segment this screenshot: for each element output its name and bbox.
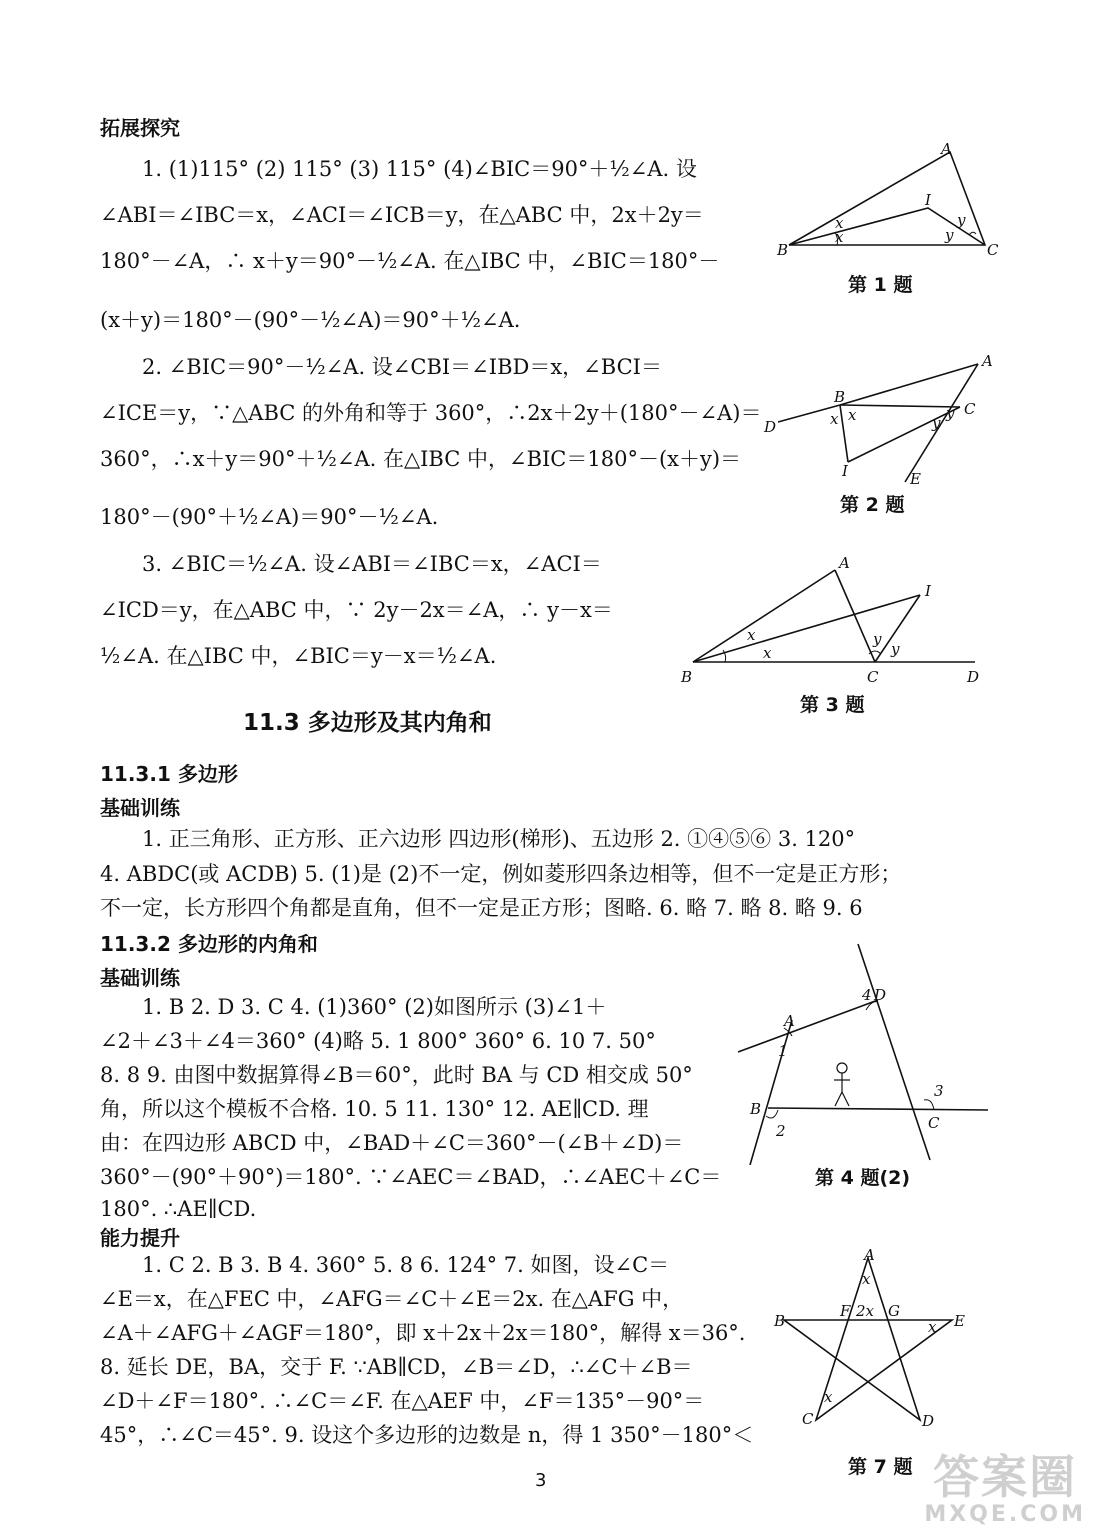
answer-line: 1. C 2. B 3. B 4. 360° 5. 8 6. 124° 7. 如图，设∠C＝ — [142, 1253, 670, 1277]
answer-line: ∠D＋∠F＝180°. ∴∠C＝∠F. 在△AEF 中，∠F＝135°－90°＝ — [100, 1389, 705, 1413]
bisector-lines — [789, 208, 985, 245]
answer-line: 4. ABDC(或 ACDB) 5. (1)是 (2)不一定，例如菱形四条边相等，但不一定是正方形； — [100, 862, 902, 886]
figure-2-diagram — [760, 352, 995, 492]
answer-line: 180°. ∴AE∥CD. — [100, 1197, 257, 1221]
figure-4-diagram — [738, 940, 993, 1165]
answer-line: 1. B 2. D 3. C 4. (1)360° (2)如图所示 (3)∠1＋ — [142, 995, 607, 1019]
triangle-abc — [789, 152, 985, 245]
label-d: D — [922, 1412, 935, 1428]
label-x: x — [928, 1318, 937, 1336]
label-x: x — [862, 1270, 871, 1288]
answer-line: ∠ABI＝∠IBC＝x，∠ACI＝∠ICB＝y，在△ABC 中，2x＋2y＝ — [100, 203, 704, 227]
watermark — [924, 1452, 1086, 1527]
answer-line: (x＋y)＝180°－(90°－½∠A)＝90°＋½∠A. — [100, 308, 521, 332]
figure-1-diagram — [775, 140, 1000, 265]
answer-line: ∠ICE＝y，∵△ABC 的外角和等于 360°，∴2x＋2y＋(180°－∠A)＝ — [100, 401, 762, 425]
label-b: B — [750, 1100, 762, 1118]
label-a: A — [839, 554, 850, 572]
answer-line: 2. ∠BIC＝90°－½∠A. 设∠CBI＝∠IBD＝x，∠BCI＝ — [142, 355, 662, 379]
label-c: C — [867, 668, 879, 686]
label-b: B — [834, 388, 846, 406]
label-f: F — [840, 1302, 851, 1320]
label-x: x — [848, 406, 857, 424]
answer-line: 360°－(90°＋90°)＝180°. ∵∠AEC＝∠BAD，∴∠AEC＋∠C＝ — [100, 1165, 722, 1189]
answer-line: 45°，∴∠C＝45°. 9. 设这个多边形的边数是 n，得 1 350°－180°＜ — [100, 1423, 754, 1447]
label-a: A — [982, 352, 993, 370]
label-a: A — [864, 1248, 875, 1264]
figure-3-caption: 第 3 题 — [800, 694, 865, 716]
label-angle-2: 2 — [776, 1122, 786, 1140]
label-c: C — [802, 1410, 814, 1428]
answer-line: 8. 8 9. 由图中数据算得∠B＝60°，此时 BA 与 CD 相交成 50° — [100, 1063, 693, 1087]
label-x: x — [835, 228, 844, 246]
basic-training-heading: 基础训练 — [100, 966, 180, 990]
answer-line: ∠E＝x，在△FEC 中，∠AFG＝∠C＋∠E＝2x. 在△AFG 中， — [100, 1287, 684, 1311]
answer-line: 1. (1)115° (2) 115° (3) 115° (4)∠BIC＝90°＋½∠A. 设 — [142, 157, 697, 181]
answer-line: ∠2＋∠3＋∠4＝360° (4)略 5. 1 800° 360° 6. 10 7. 50° — [100, 1029, 656, 1053]
page-number: 3 — [535, 1470, 547, 1491]
answer-line: 角，所以这个模板不合格. 10. 5 11. 130° 12. AE∥CD. 理 — [100, 1097, 649, 1121]
figure-3-diagram — [675, 550, 995, 690]
subsection-heading-2: 11.3.2 多边形的内角和 — [100, 932, 318, 956]
label-angle-4: 4 — [862, 986, 872, 1004]
answer-line: 360°，∴x＋y＝90°＋½∠A. 在△IBC 中，∠BIC＝180°－(x＋y)＝ — [100, 447, 742, 471]
label-angle-1: 1 — [778, 1042, 788, 1060]
answer-line: ∠A＋∠AFG＋∠AGF＝180°，即 x＋2x＋2x＝180°，解得 x＝36°. — [100, 1321, 746, 1345]
label-y: y — [957, 211, 966, 229]
label-x: x — [835, 214, 844, 232]
figure-7-diagram — [770, 1248, 970, 1428]
label-b: B — [774, 1312, 786, 1330]
label-x: x — [830, 410, 839, 428]
label-y: y — [945, 226, 954, 244]
answer-line: ∠ICD＝y，在△ABC 中，∵ 2y－2x＝∠A，∴ y－x＝ — [100, 598, 613, 622]
label-y: y — [946, 404, 955, 422]
label-x: x — [763, 644, 772, 662]
figure-1-caption: 第 1 题 — [848, 274, 913, 296]
chapter-title: 11.3 多边形及其内角和 — [243, 710, 492, 736]
label-e: E — [954, 1312, 965, 1330]
label-a: A — [784, 1012, 795, 1030]
section-heading-tuozhan: 拓展探究 — [100, 116, 180, 140]
answer-line: 由：在四边形 ABCD 中，∠BAD＋∠C＝360°－(∠B＋∠D)＝ — [100, 1131, 684, 1155]
label-b: B — [681, 668, 693, 686]
label-e: E — [910, 470, 921, 488]
label-a: A — [941, 140, 952, 158]
answer-line: 180°－(90°＋½∠A)＝90°－½∠A. — [100, 505, 439, 529]
ability-heading: 能力提升 — [100, 1226, 180, 1250]
label-i: I — [925, 582, 931, 600]
answer-line: 180°－∠A，∴ x＋y＝90°－½∠A. 在△IBC 中，∠BIC＝180°－ — [100, 249, 720, 273]
label-g: G — [888, 1302, 900, 1320]
subsection-heading-1: 11.3.1 多边形 — [100, 762, 238, 786]
person-icon — [837, 1063, 847, 1073]
label-y: y — [891, 640, 900, 658]
label-d: D — [764, 418, 777, 436]
watermark-bottom: MXQE.COM — [924, 1502, 1086, 1527]
label-y: y — [873, 630, 882, 648]
label-2x: 2x — [856, 1302, 875, 1320]
figure-7-caption: 第 7 题 — [848, 1456, 913, 1478]
basic-training-heading: 基础训练 — [100, 796, 180, 820]
label-c: C — [964, 400, 976, 418]
label-d: D — [967, 668, 980, 686]
answer-line: 不一定，长方形四个角都是直角，但不一定是正方形；图略. 6. 略 7. 略 8. 略 9. 6 — [100, 896, 863, 920]
answer-line: 1. 正三角形、正方形、正六边形 四边形(梯形)、五边形 2. ①④⑤⑥ 3. 120° — [142, 827, 856, 851]
answer-line: 8. 延长 DE，BA，交于 F. ∵AB∥CD，∠B＝∠D，∴∠C＋∠B＝ — [100, 1355, 693, 1379]
answer-line: 3. ∠BIC＝½∠A. 设∠ABI＝∠IBC＝x，∠ACI＝ — [142, 552, 602, 576]
answer-line: ½∠A. 在△IBC 中，∠BIC＝y－x＝½∠A. — [100, 644, 497, 668]
label-b: B — [777, 241, 789, 259]
label-y: y — [932, 414, 941, 432]
figure-2-caption: 第 2 题 — [840, 494, 905, 516]
label-x: x — [747, 626, 756, 644]
label-x: x — [824, 1388, 833, 1406]
label-d: D — [874, 986, 887, 1004]
label-c: C — [928, 1114, 940, 1132]
label-i: I — [925, 191, 931, 209]
figure-4-caption: 第 4 题(2) — [815, 1167, 911, 1189]
label-angle-3: 3 — [934, 1082, 944, 1100]
label-i: I — [842, 462, 848, 480]
label-c: C — [987, 241, 999, 259]
watermark-top: 答案圈 — [933, 1450, 1078, 1504]
